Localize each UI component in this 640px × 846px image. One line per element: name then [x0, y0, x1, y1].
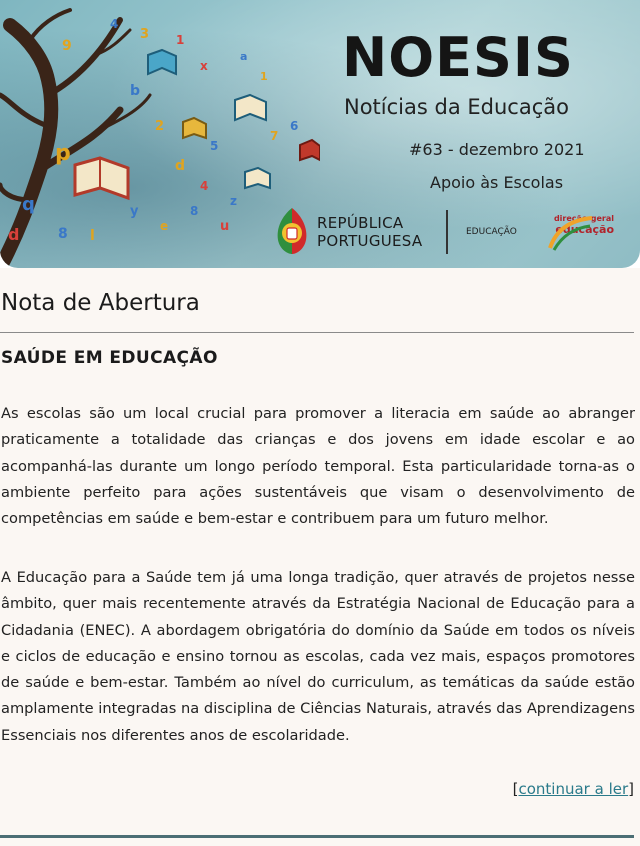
svg-text:1: 1: [260, 70, 268, 83]
footer-divider: [0, 835, 634, 838]
continue-reading-link[interactable]: continuar a ler: [518, 780, 629, 798]
bracket-open: [: [512, 780, 519, 798]
svg-text:e: e: [160, 219, 169, 233]
svg-text:9: 9: [62, 38, 72, 54]
article-paragraph-1: As escolas são um local crucial para promover a literacia em saúde ao abranger praticamente a totalidade das crianças e dos jovens em idade escolar e ao acompanhá-las durante um longo período temporal. Esta particularidade torna-as o ambiente perfeito para ações sustentáveis que visam o desenvolvimento de competências em saúde e bem-estar e contribuem para um futuro melhor.: [1, 405, 635, 528]
svg-text:3: 3: [140, 27, 150, 42]
educacao-logo: EDUCAÇÃO: [466, 227, 517, 237]
logo-divider: [446, 210, 448, 254]
partner-logos: [270, 204, 620, 258]
svg-text:6: 6: [290, 119, 299, 133]
svg-text:2: 2: [155, 119, 165, 134]
article-paragraph-2: A Educação para a Saúde tem já uma longa tradição, quer através de projetos nesse âmbito, quer mais recentemente através da Estratégia Nacional de Educação para a Cidadania (ENEC). A abordagem obrigatória do domínio da Saúde em todos os níveis e ciclos de educação e ensino tornou as escolas, cada vez mais, espaços promotores de saúde e bem-estar. Também ao nível do curriculum, as temáticas da saúde estão amplamente integradas na disciplina de Ciências Naturais, através das Aprendizagens Essenciais nos diferentes anos de escolaridade.: [1, 569, 635, 744]
issue-number: #63 - dezembro 2021: [409, 140, 585, 159]
republica-line: REPÚBLICA: [317, 214, 404, 232]
book-icon: [75, 158, 128, 198]
dge-line2: educação: [555, 223, 614, 236]
read-more: [513, 780, 634, 798]
newsletter-body: [0, 268, 640, 846]
dge-swoosh-icon: [546, 212, 596, 252]
svg-text:d: d: [175, 158, 186, 174]
svg-text:5: 5: [210, 139, 219, 153]
newsletter-subtitle: Notícias da Educação: [344, 95, 569, 119]
svg-text:z: z: [230, 194, 237, 208]
svg-text:4: 4: [200, 179, 209, 193]
svg-text:7: 7: [270, 129, 279, 143]
republica-portuguesa-emblem-icon: [272, 206, 312, 256]
republica-portuguesa-logo: [317, 214, 422, 250]
portuguesa-line: PORTUGUESA: [317, 232, 423, 250]
svg-text:q: q: [22, 194, 35, 215]
svg-text:x: x: [200, 59, 208, 73]
article-title: SAÚDE EM EDUCAÇÃO: [1, 348, 218, 368]
svg-text:y: y: [130, 204, 139, 219]
issue-topic: Apoio às Escolas: [430, 173, 564, 192]
svg-text:b: b: [130, 83, 141, 99]
svg-text:u: u: [220, 219, 230, 234]
svg-text:8: 8: [190, 204, 199, 218]
svg-text:8: 8: [58, 226, 68, 242]
bracket-close: ]: [628, 780, 634, 798]
svg-text:1: 1: [176, 33, 185, 47]
svg-text:4: 4: [110, 17, 119, 31]
newsletter-banner: [0, 0, 640, 268]
section-heading: Nota de Abertura: [1, 290, 200, 316]
svg-text:a: a: [240, 50, 248, 63]
section-divider: [0, 332, 634, 333]
newsletter-title: NOESIS: [342, 26, 574, 89]
svg-text:d: d: [8, 225, 20, 244]
svg-text:p: p: [55, 141, 71, 166]
svg-text:l: l: [90, 228, 95, 244]
dge-line1: direção-geral: [553, 214, 614, 223]
